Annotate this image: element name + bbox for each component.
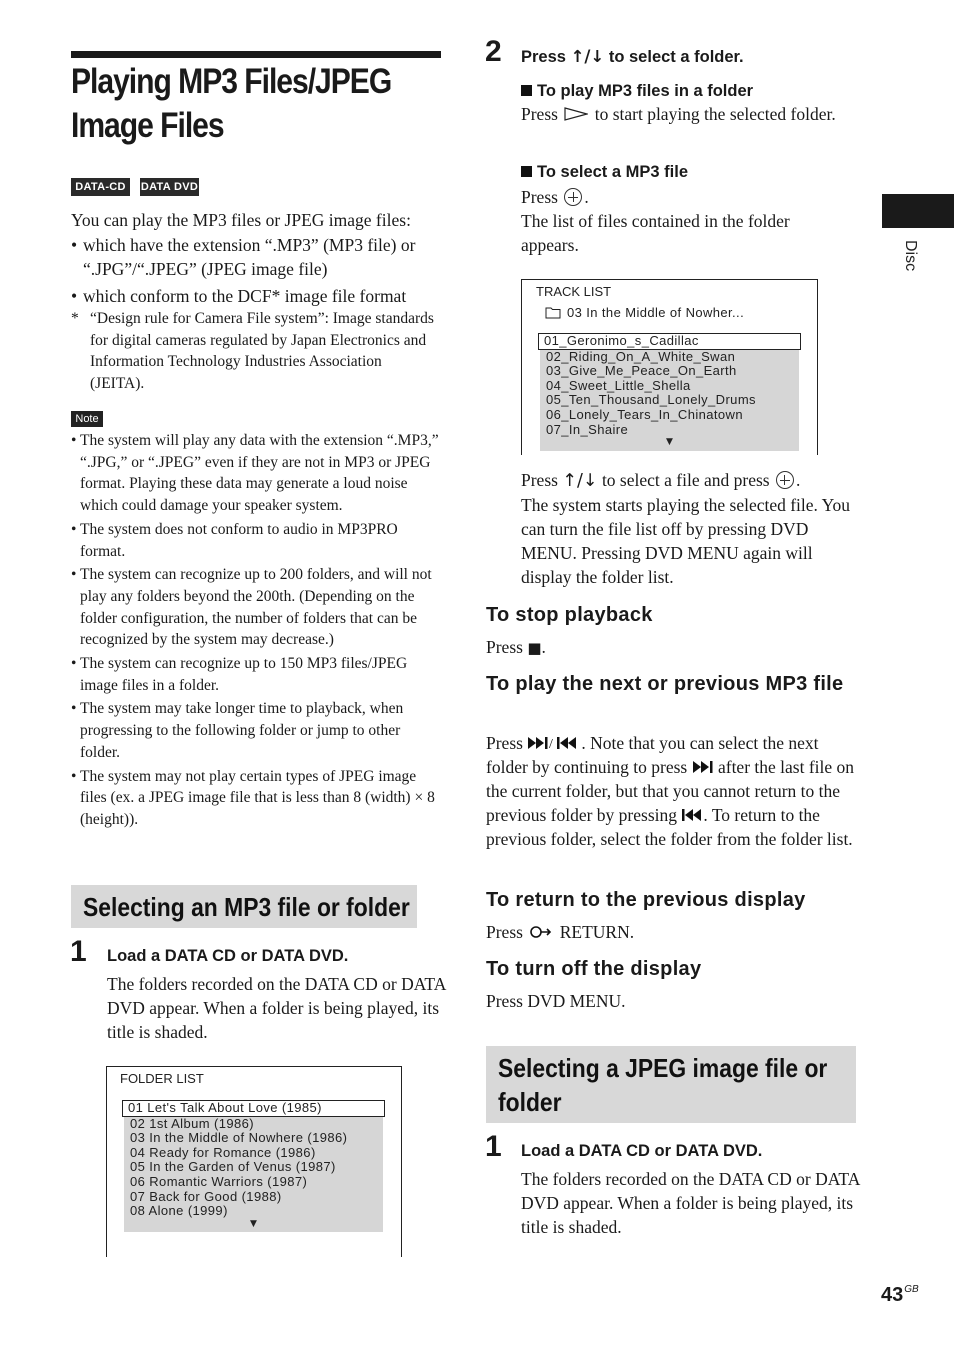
folder-list-title: FOLDER LIST [120, 1071, 204, 1086]
square-bullet-icon [521, 166, 532, 177]
next-prev-press: Press [486, 733, 523, 753]
intro-bullet-2: • which conform to the DCF* image file format [71, 284, 446, 308]
turn-off-text: Press DVD MENU. [486, 991, 626, 1011]
step-number: 2 [485, 35, 502, 68]
footnote-text: “Design rule for Camera File system”: Image standards for digital cameras regulated by Japan Electronics and Information Technology Industries Association (JEITA). [90, 310, 434, 392]
section-heading-jpeg [486, 1046, 856, 1123]
note-item: • The system does not conform to audio in MP3PRO format. [71, 519, 441, 562]
svg-text:/: / [549, 737, 554, 750]
intro-lead: You can play the MP3 files or JPEG image files: [71, 210, 411, 230]
footnote [71, 308, 439, 394]
subheading-play-folder [521, 80, 753, 102]
track-list-item[interactable]: 07_In_Shaire [546, 421, 629, 437]
subheading-text: To select a MP3 file [537, 163, 688, 181]
intro-bullet-1: • which have the extension “.MP3” (MP3 file) or “.JPG”/“.JPEG” (JPEG image file) [71, 233, 441, 281]
stop-text: Press ■. [486, 637, 546, 657]
step-number: 1 [70, 935, 87, 968]
track-list-area [540, 333, 799, 451]
track-list-item-selected[interactable]: 01_Geronimo_s_Cadillac [538, 333, 801, 350]
folder-list-item-selected[interactable]: 01 Let's Talk About Love (1985) [122, 1100, 385, 1117]
enter-button-icon [564, 188, 582, 206]
data-cd-badge: DATA-CD [71, 178, 130, 196]
scroll-down-icon[interactable]: ▼ [666, 437, 673, 448]
subheading-select-file [521, 161, 688, 183]
track-list-item[interactable]: 06_Lonely_Tears_In_Chinatown [546, 406, 743, 422]
notes-list [71, 430, 441, 833]
next-icon [692, 760, 714, 774]
after-track-desc: The system starts playing the selected file. You can turn the file list off by pressing DVD MENU. Pressing DVD MENU again will display the folder list. [521, 495, 851, 587]
step-heading-rest: to select a folder. [608, 48, 744, 66]
track-list-screen [521, 279, 818, 455]
folder-list-item[interactable]: 04 Ready for Romance (1986) [130, 1144, 316, 1160]
folder-list-item[interactable]: 06 Romantic Warriors (1987) [130, 1173, 308, 1189]
turn-off-heading: To turn off the display [486, 958, 702, 980]
up-down-arrows-icon: ↑/↓ [562, 471, 598, 491]
note-item: • The system can recognize up to 150 MP3 files/JPEG image files in a folder. [71, 653, 441, 696]
after-track-press: Press [521, 470, 558, 490]
next-prev-text-1: . Note that you can select the next folder by continuing to press [486, 733, 819, 777]
folder-list-item[interactable]: 02 1st Album (1986) [130, 1115, 254, 1131]
page-suffix: GB [904, 1284, 919, 1295]
play-icon [564, 107, 588, 121]
stop-icon: ■ [527, 639, 542, 657]
chapter-label: Disc [902, 240, 919, 272]
note-item: • The system can recognize up to 200 folders, and will not play any folders beyond the 200th. (Depending on the folder configuration, the number of folders that can be recognized by the system may decrease.) [71, 564, 441, 651]
folder-list-item[interactable]: 05 In the Garden of Venus (1987) [130, 1159, 336, 1175]
footnote-mark: * [71, 310, 79, 327]
subheading-text: To play MP3 files in a folder [537, 82, 754, 100]
note-item: • The system may take longer time to playback, when progressing to the following folder or jump to other folder. [71, 698, 441, 763]
current-folder-row [545, 304, 744, 322]
return-icon [529, 924, 553, 940]
track-list-item[interactable]: 03_Give_Me_Peace_On_Earth [546, 363, 737, 379]
folder-list-item[interactable]: 08 Alone (1999) [130, 1203, 228, 1219]
step-text: The folders recorded on the DATA CD or DATA DVD appear. When a folder is being played, its title is shaded. [107, 974, 446, 1042]
note-item: • The system may not play certain types of JPEG image files (ex. a JPEG image file that is less than 8 (width) × 8 (height)). [71, 766, 441, 831]
square-bullet-icon [521, 85, 532, 96]
note-item: • The system will play any data with the extension “.MP3,” “.JPG,” or “.JPEG” even if they are not in MP3 or JPEG format. Playing these data may generate a loud noise which could damage your speaker system. [71, 430, 441, 517]
track-list-item[interactable]: 02_Riding_On_A_White_Swan [546, 348, 736, 364]
intro-bullet-2-text: which conform to the DCF* image file format [83, 286, 407, 306]
after-track-mid: to select a file and press [601, 470, 770, 490]
page-title: Playing MP3 Files/JPEG Image Files [71, 62, 392, 145]
select-file-text: Press . The list of files contained in the folder appears. [521, 185, 841, 257]
select-file-rest: The list of files contained in the folder appears. [521, 211, 790, 255]
next-prev-text-2: after the last file on the current folder, but that you cannot return to the previous folder by pressing [486, 757, 855, 825]
stop-heading: To stop playback [486, 604, 653, 626]
step-heading: Load a DATA CD or DATA DVD. [107, 947, 349, 965]
return-text [486, 920, 634, 944]
return-heading: To return to the previous display [486, 889, 806, 911]
step-heading [521, 46, 744, 68]
section-heading-mp3-text: Selecting an MP3 file or folder [83, 892, 410, 922]
up-down-arrows-icon: ↑/↓ [570, 47, 605, 66]
track-list-item[interactable]: 05_Ten_Thousand_Lonely_Drums [546, 392, 756, 408]
play-folder-rest: to start playing the selected folder. [594, 104, 836, 124]
play-folder-press: Press [521, 104, 558, 124]
after-track-text: Press ↑/↓ to select a file and press . The system starts playing the selected file. You can turn the file list off by pressing DVD MENU. Pressing DVD MENU again will display the folder list. [521, 468, 856, 589]
current-folder-name: 03 In the Middle of Nowher... [567, 305, 745, 320]
page-number [881, 1284, 919, 1307]
data-dvd-badge: DATA DVD [140, 178, 199, 196]
next-prev-text [486, 731, 856, 851]
next-prev-heading: To play the next or previous MP3 file [486, 673, 844, 695]
stop-press: Press [486, 637, 523, 657]
section-heading-jpeg-text: Selecting a JPEG image file or folder [498, 1053, 828, 1117]
step-number: 1 [485, 1130, 502, 1163]
page-number-value: 43 [881, 1284, 904, 1306]
chapter-tab [882, 194, 954, 228]
return-label: RETURN. [559, 922, 635, 942]
section-heading-mp3 [71, 885, 417, 928]
title-rule [71, 51, 441, 58]
folder-list-area [124, 1100, 383, 1232]
folder-list-item[interactable]: 03 In the Middle of Nowhere (1986) [130, 1130, 348, 1146]
folder-list-item[interactable]: 07 Back for Good (1988) [130, 1188, 282, 1204]
enter-button-icon [776, 471, 794, 489]
step-heading-press: Press [521, 48, 566, 66]
intro-bullet-1-text: which have the extension “.MP3” (MP3 file) or “.JPG”/“.JPEG” (JPEG image file) [83, 235, 416, 279]
note-badge: Note [71, 411, 103, 427]
folder-icon [545, 306, 561, 319]
scroll-down-icon[interactable]: ▼ [250, 1218, 257, 1229]
next-prev-text-3: . To return to the previous folder, select the folder from the folder list. [486, 805, 853, 849]
play-folder-text [521, 102, 841, 126]
step-heading: Load a DATA CD or DATA DVD. [521, 1142, 763, 1160]
track-list-title: TRACK LIST [536, 284, 612, 299]
select-file-press: Press [521, 187, 558, 207]
previous-icon [681, 808, 703, 822]
folder-list-screen [106, 1066, 402, 1257]
track-list-item[interactable]: 04_Sweet_Little_Shella [546, 377, 691, 393]
next-prev-icon [527, 736, 581, 750]
step-text: The folders recorded on the DATA CD or DATA DVD appear. When a folder is being played, its title is shaded. [521, 1169, 860, 1237]
return-press: Press [486, 922, 523, 942]
